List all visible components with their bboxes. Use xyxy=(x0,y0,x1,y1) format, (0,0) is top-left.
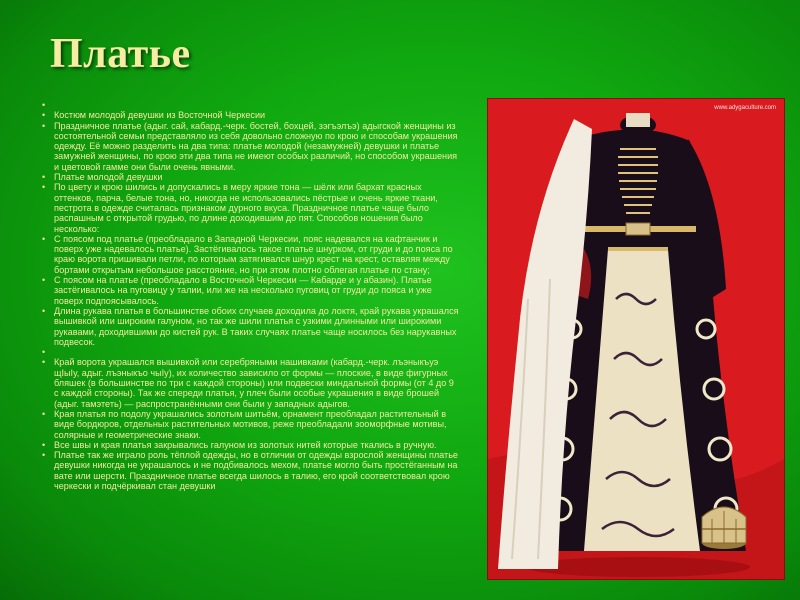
bullet-item: • Края платья по подолу украшались золотым шитьём, орнамент преобладал растительный в виде бордюров, отдельных растительных мотивов, реже преобладали зооморфные мотивы, солярные и геометрические знаки. xyxy=(42,409,460,440)
costume-illustration xyxy=(488,99,784,579)
bullet-item: • Платье так же играло роль тёплой одежды, но в отличии от одежды взрослой женщины платье девушки никогда не украшалось и не подбивалось мехом, платье могло быть простёганным на вате или шерсти. Праздничное платье всегда шилось в талию, его крой соответствовал крою черкески и подчёркивал стан девушки xyxy=(42,450,460,491)
bullet-item: • По цвету и крою шились и допускались в меру яркие тона — шёлк или бархат красных оттенков, парча, белые тона, но, никогда не использовались пёстрые и очень яркие ткани, пестрота в одежде считалась признаком дурного вкуса. Праздничное платье чаще было распашным с открытой грудью, по длине доходившим до пят. Способов ношения было несколько: xyxy=(42,182,460,233)
bullet-item: • Край ворота украшался вышивкой или серебряными нашивками (кабард.-черк. лъэныкъуэ щIыIу, адыг. лъэныкъо чыIу), их количество зависило от формы — плоские, в виде фигурных бляшек (в большинстве по три с каждой стороны) или подвески миндальной формы (от 4 до 9 с каждой стороны). Так же спереди платья, у плеч были особые украшения в виде брошей (адыг. тамэтеть) — распространёнными они были у западных адыгов. xyxy=(42,357,460,408)
bullet-item xyxy=(42,347,460,357)
bullet-item: • С поясом на платье (преобладало в Восточной Черкесии — Кабарде и у абазин). Платье застёгивалось на пуговицу у талии, или же на несколько пуговиц от груди до пояса и уже поверх подпоясывалось. xyxy=(42,275,460,306)
slide-body xyxy=(42,100,460,491)
costume-photo xyxy=(487,98,785,580)
photo-watermark: www.adygaculture.com xyxy=(714,105,776,111)
slide-title: Платье xyxy=(50,31,191,77)
bullet-item: • Платье молодой девушки xyxy=(42,172,460,182)
bullet-item xyxy=(42,100,460,110)
bullet-item: • Костюм молодой девушки из Восточной Черкесии xyxy=(42,110,460,120)
bullet-item: • Длина рукава платья в большинстве обоих случаев доходила до локтя, край рукава украшался вышивкой или широким галуном, но так же шили платья с узкими длинными или широкими рукавами, доходившими до кистей рук. В таких случаях платье чаще носилось без нарукавных подвесок. xyxy=(42,306,460,347)
bullet-list xyxy=(42,100,460,491)
bullet-item: • Все швы и края платья закрывались галуном из золотых нитей которые ткались в ручную. xyxy=(42,440,460,450)
bullet-item: • Праздничное платье (адыг. сай, кабард.-черк. бостей, бохцей, зэгъэлъэ) адыгской женщины из состоятельной семьи представляло из себя довольно сложную по крою и способам украшения одежду. Её можно разделить на два типа: платье молодой (незамужней) девушки и платье замужней женщины, по крою эти два типа не имеют особых различий, но способом украшения и цветовой гамме они были очень явными. xyxy=(42,121,460,172)
bullet-item: • С поясом под платье (преобладало в Западной Черкесии, пояс надевался на кафтанчик и поверх уже надевалось платье). Застёгивалось такое платье шнурком, от груди и до пояса по краю ворота пришивали петли, по которым затягивался шнур крест на крест, оставляя между бортами открытым небольшое расстояние, но при этом плотно облегая платье по стану; xyxy=(42,234,460,275)
